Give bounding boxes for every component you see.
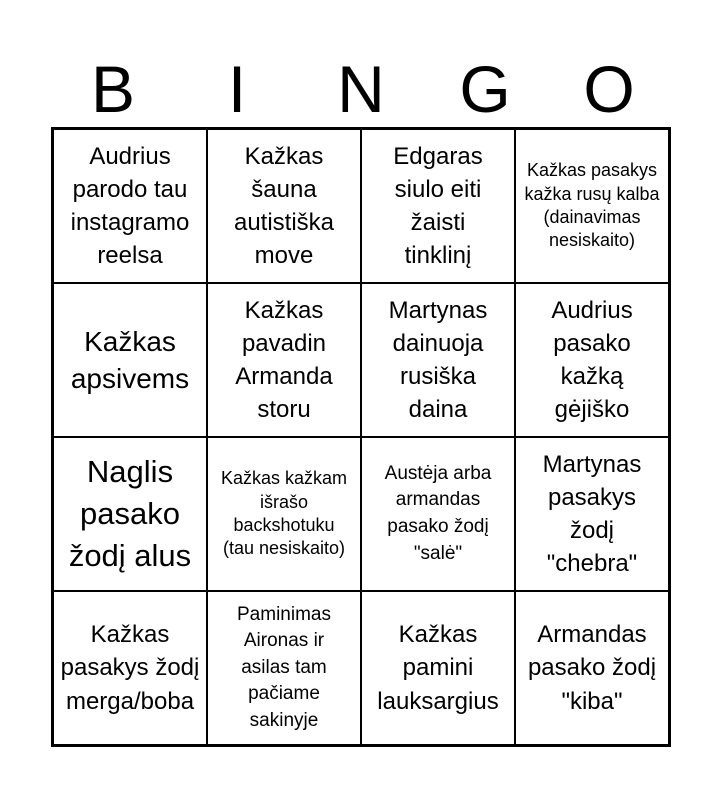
cell-text: Austėja arba armandas pasako žodį "salė"	[384, 462, 492, 564]
cell-text: Audrius parodo tau instagramo reelsa	[70, 142, 190, 270]
cell-text: Kažkas apsivems	[70, 325, 190, 394]
bingo-cell[interactable]	[361, 437, 515, 591]
cell-text: Naglis pasako žodį alus	[68, 454, 192, 573]
cell-text: Kažkas pavadin Armanda storu	[235, 296, 333, 424]
bingo-cell[interactable]	[207, 129, 361, 283]
cell-text: Kažkas šauna autistiška move	[233, 142, 335, 270]
bingo-cell[interactable]	[53, 437, 207, 591]
cell-text: Martynas pasakys žodį "chebra"	[542, 450, 642, 578]
header-letter-g: G	[459, 52, 511, 126]
bingo-cell[interactable]	[515, 591, 669, 745]
cell-text: Martynas dainuoja rusiška daina	[388, 296, 488, 424]
cell-text: Paminimas Aironas ir asilas tam pačiame sakinyje	[237, 603, 331, 731]
cell-text: Kažkas pasakys žodį merga/boba	[60, 621, 200, 715]
cell-text: Edgaras siulo eiti žaisti tinklinį	[393, 142, 483, 270]
header-letter-n: N	[337, 52, 385, 126]
bingo-cell[interactable]	[361, 591, 515, 745]
cell-text: Audrius pasako kažką gėjiško	[551, 296, 633, 424]
bingo-cell[interactable]	[207, 283, 361, 437]
bingo-cell[interactable]	[361, 129, 515, 283]
bingo-cell[interactable]	[515, 129, 669, 283]
bingo-cell[interactable]	[515, 437, 669, 591]
bingo-cell[interactable]	[515, 283, 669, 437]
header-letter-i: I	[227, 52, 247, 126]
cell-text: Armandas pasako žodį "kiba"	[527, 621, 657, 715]
cell-text: Kažkas pasakys kažka rusų kalba (dainavimas nesiskaito)	[524, 160, 660, 251]
bingo-cell[interactable]	[53, 591, 207, 745]
cell-text: Kažkas pamini lauksargius	[377, 621, 499, 715]
header-letter-o: O	[583, 52, 635, 126]
bingo-cell[interactable]	[53, 129, 207, 283]
bingo-header	[51, 50, 671, 128]
bingo-cell[interactable]	[361, 283, 515, 437]
bingo-cell[interactable]	[207, 437, 361, 591]
bingo-cell[interactable]	[207, 591, 361, 745]
header-letter-b: B	[90, 52, 136, 126]
cell-text: Kažkas kažkam išrašo backshotuku (tau nesiskaito)	[220, 468, 348, 559]
bingo-cell[interactable]	[53, 283, 207, 437]
bingo-grid	[51, 127, 671, 747]
